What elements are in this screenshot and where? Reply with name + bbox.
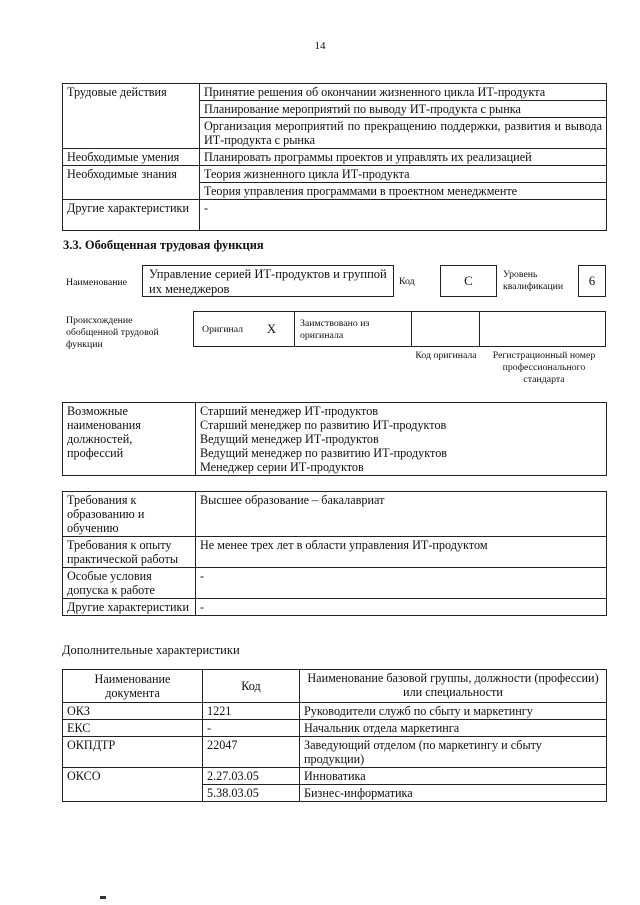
positions-label: Возможные наименования должностей, профессий xyxy=(63,403,196,476)
row-label: Особые условия допуска к работе xyxy=(63,568,196,599)
list-item: Ведущий менеджер ИТ-продуктов xyxy=(200,432,379,446)
row-value: Организация мероприятий по прекращению поддержки, развития и вывода ИТ-продукта с рынка xyxy=(200,118,607,149)
row-label: Требования к опыту практической работы xyxy=(63,537,196,568)
origin-box xyxy=(193,311,606,347)
original-label: Оригинал xyxy=(202,324,244,335)
list-item: Старший менеджер по развитию ИТ-продуктов xyxy=(200,418,447,432)
code-cell: - xyxy=(203,720,300,737)
row-value: - xyxy=(200,200,607,231)
row-label: Требования к образованию и обучению xyxy=(63,492,196,537)
table-row xyxy=(63,403,607,476)
divider xyxy=(479,312,480,346)
table-row xyxy=(63,720,607,737)
table-row xyxy=(63,599,607,616)
labor-functions-table xyxy=(62,83,607,231)
code-cell: 5.38.03.05 xyxy=(203,785,300,802)
doc-cell: ОКСО xyxy=(63,768,203,802)
row-label: Трудовые действия xyxy=(63,84,200,149)
list-item: Менеджер серии ИТ-продуктов xyxy=(200,460,364,474)
doc-cell: ЕКС xyxy=(63,720,203,737)
additional-title: Дополнительные характеристики xyxy=(62,643,240,657)
column-header: Наименование документа xyxy=(63,670,203,703)
table-row xyxy=(63,200,607,231)
divider xyxy=(294,312,295,346)
code-value: C xyxy=(464,273,473,288)
table-header-row xyxy=(63,670,607,703)
level-box xyxy=(578,265,606,297)
row-label: Другие характеристики xyxy=(63,200,200,231)
level-label: Уровень квалификации xyxy=(503,269,564,292)
divider xyxy=(411,312,412,346)
code-cell: 1221 xyxy=(203,703,300,720)
requirements-table xyxy=(62,491,607,616)
list-item: Ведущий менеджер по развитию ИТ-продуктов xyxy=(200,446,448,460)
code-cell: 22047 xyxy=(203,737,300,768)
additional-table xyxy=(62,669,607,802)
row-value: Принятие решения об окончании жизненного цикла ИТ-продукта xyxy=(200,84,607,101)
name-label: Наименование xyxy=(66,277,128,288)
original-mark: X xyxy=(267,322,277,336)
table-row xyxy=(63,768,607,785)
table-row xyxy=(63,737,607,768)
column-header: Наименование базовой группы, должности (профессии) или специальности xyxy=(300,670,607,703)
table-row xyxy=(63,568,607,599)
table-row xyxy=(63,84,607,101)
code-box xyxy=(440,265,497,297)
borrowed-label: Заимствовано из оригинала xyxy=(300,318,370,341)
name-cell: Заведующий отделом (по маркетингу и сбыту продукции) xyxy=(300,737,607,768)
table-row xyxy=(63,492,607,537)
row-value: Высшее образование – бакалавриат xyxy=(196,492,607,537)
doc-cell: ОКПДТР xyxy=(63,737,203,768)
name-cell: Начальник отдела маркетинга xyxy=(300,720,607,737)
row-value: Теория управления программами в проектном менеджменте xyxy=(200,183,607,200)
row-value: Планирование мероприятий по выводу ИТ-продукта с рынка xyxy=(200,101,607,118)
reg-number-caption: Регистрационный номер профессионального стандарта xyxy=(492,350,596,385)
name-cell: Инноватика xyxy=(300,768,607,785)
code-original-caption: Код оригинала xyxy=(415,350,477,361)
row-value: Планировать программы проектов и управлять их реализацией xyxy=(200,149,607,166)
list-item: Старший менеджер ИТ-продуктов xyxy=(200,404,379,418)
doc-cell: ОКЗ xyxy=(63,703,203,720)
table-row xyxy=(63,166,607,183)
name-cell: Руководители служб по сбыту и маркетингу xyxy=(300,703,607,720)
origin-label: Происхождение обобщенной трудовой функции xyxy=(66,315,159,350)
table-row xyxy=(63,149,607,166)
level-value: 6 xyxy=(588,273,596,288)
function-name: Управление серией ИТ-продуктов и группой их менеджеров xyxy=(149,267,387,296)
row-label: Другие характеристики xyxy=(63,599,196,616)
row-value: - xyxy=(196,599,607,616)
positions-table xyxy=(62,402,607,476)
row-label: Необходимые знания xyxy=(63,166,200,200)
positions-values xyxy=(196,403,607,476)
column-header: Код xyxy=(203,670,300,703)
row-value: - xyxy=(196,568,607,599)
code-cell: 2.27.03.05 xyxy=(203,768,300,785)
scan-mark xyxy=(100,896,106,899)
section-title: 3.3. Обобщенная трудовая функция xyxy=(63,238,264,252)
row-label: Необходимые умения xyxy=(63,149,200,166)
row-value: Теория жизненного цикла ИТ-продукта xyxy=(200,166,607,183)
table-row xyxy=(63,703,607,720)
page-number: 14 xyxy=(314,40,326,52)
table-row xyxy=(63,537,607,568)
name-box xyxy=(142,265,394,297)
name-cell: Бизнес-информатика xyxy=(300,785,607,802)
code-label: Код xyxy=(399,276,415,287)
row-value: Не менее трех лет в области управления ИТ-продуктом xyxy=(196,537,607,568)
